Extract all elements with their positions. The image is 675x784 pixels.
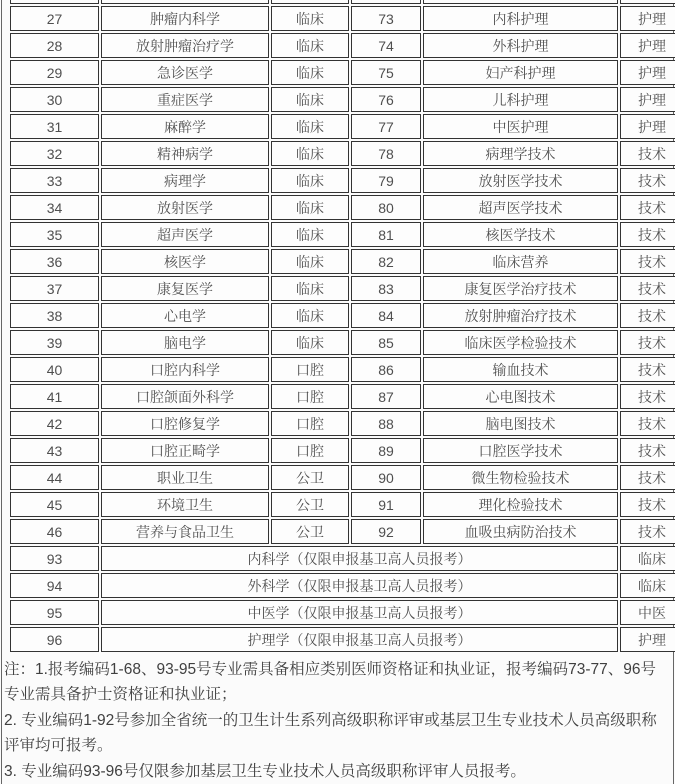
table-row — [10, 195, 675, 220]
left-specialty-cell: 麻醉学 — [101, 114, 269, 139]
right-category-cell: 护理 — [620, 114, 675, 139]
left-category-cell: 口腔 — [271, 438, 349, 463]
left-specialty-cell: 肿瘤内科学 — [101, 6, 269, 31]
left-specialty-cell: 重症医学 — [101, 87, 269, 112]
left-category-cell: 临床 — [271, 60, 349, 85]
left-specialty-cell: 病理学 — [101, 168, 269, 193]
right-category-cell: 技术 — [620, 141, 675, 166]
right-category-cell: 临床 — [620, 546, 675, 571]
table-row — [10, 411, 675, 436]
left-category-cell: 临床 — [271, 222, 349, 247]
table-row — [10, 141, 675, 166]
table-row — [10, 114, 675, 139]
left-category-cell: 口腔 — [271, 411, 349, 436]
right-specialty-cell: 内科护理 — [423, 6, 618, 31]
left-category-cell: 公卫 — [271, 465, 349, 490]
right-specialty-cell: 脑电图技术 — [423, 411, 618, 436]
right-code-cell: 87 — [351, 384, 421, 409]
right-category-cell: 技术 — [620, 222, 675, 247]
table-row — [10, 303, 675, 328]
empty-cell — [271, 0, 349, 4]
empty-cell — [620, 0, 675, 4]
left-code-cell: 42 — [10, 411, 99, 436]
left-code-cell: 40 — [10, 357, 99, 382]
table-row — [10, 438, 675, 463]
empty-cell — [101, 0, 269, 4]
merged-table-row — [10, 627, 675, 652]
right-code-cell: 81 — [351, 222, 421, 247]
right-code-cell: 84 — [351, 303, 421, 328]
left-category-cell: 临床 — [271, 330, 349, 355]
table-clip-region — [8, 0, 675, 654]
specialty-code-table — [8, 0, 675, 654]
right-specialty-cell: 放射肿瘤治疗技术 — [423, 303, 618, 328]
left-specialty-cell: 放射医学 — [101, 195, 269, 220]
table-row — [10, 384, 675, 409]
left-specialty-cell: 环境卫生 — [101, 492, 269, 517]
right-specialty-cell: 超声医学技术 — [423, 195, 618, 220]
right-category-cell: 护理 — [620, 6, 675, 31]
right-code-cell: 76 — [351, 87, 421, 112]
left-code-cell: 37 — [10, 276, 99, 301]
table-row — [10, 222, 675, 247]
left-specialty-cell: 放射肿瘤治疗学 — [101, 33, 269, 58]
left-code-cell: 30 — [10, 87, 99, 112]
right-category-cell: 中医 — [620, 600, 675, 625]
left-specialty-cell: 康复医学 — [101, 276, 269, 301]
merged-table-row — [10, 573, 675, 598]
left-code-cell: 46 — [10, 519, 99, 544]
left-code-cell: 44 — [10, 465, 99, 490]
right-category-cell: 技术 — [620, 519, 675, 544]
note-1: 注：1.报考编码1-68、93-95号专业需具备相应类别医师资格证和执业证，报考编码73-77、96号专业需具备护士资格证和执业证； — [4, 661, 656, 703]
left-code-cell: 29 — [10, 60, 99, 85]
right-category-cell: 技术 — [620, 492, 675, 517]
right-code-cell: 78 — [351, 141, 421, 166]
right-specialty-cell: 心电图技术 — [423, 384, 618, 409]
merged-table-row — [10, 546, 675, 571]
right-code-cell: 73 — [351, 6, 421, 31]
left-code-cell: 39 — [10, 330, 99, 355]
empty-cell — [423, 0, 618, 4]
left-category-cell: 口腔 — [271, 357, 349, 382]
right-specialty-cell: 康复医学治疗技术 — [423, 276, 618, 301]
merged-specialty-cell: 中医学（仅限申报基卫高人员报考） — [101, 600, 618, 625]
right-category-cell: 技术 — [620, 330, 675, 355]
right-code-cell: 92 — [351, 519, 421, 544]
left-category-cell: 口腔 — [271, 384, 349, 409]
right-category-cell: 技术 — [620, 357, 675, 382]
right-code-cell: 82 — [351, 249, 421, 274]
table-row — [10, 519, 675, 544]
right-specialty-cell: 微生物检验技术 — [423, 465, 618, 490]
left-code-cell: 32 — [10, 141, 99, 166]
right-specialty-cell: 放射医学技术 — [423, 168, 618, 193]
left-code-cell: 28 — [10, 33, 99, 58]
left-specialty-cell: 口腔正畸学 — [101, 438, 269, 463]
left-category-cell: 临床 — [271, 33, 349, 58]
table-row — [10, 60, 675, 85]
right-code-cell: 90 — [351, 465, 421, 490]
right-code-cell: 86 — [351, 357, 421, 382]
right-specialty-cell: 血吸虫病防治技术 — [423, 519, 618, 544]
left-code-cell: 38 — [10, 303, 99, 328]
left-code-cell: 45 — [10, 492, 99, 517]
left-specialty-cell: 口腔内科学 — [101, 357, 269, 382]
table-row — [10, 276, 675, 301]
right-category-cell: 技术 — [620, 168, 675, 193]
right-code-cell: 85 — [351, 330, 421, 355]
left-code-cell: 31 — [10, 114, 99, 139]
right-specialty-cell: 理化检验技术 — [423, 492, 618, 517]
left-code-cell: 96 — [10, 627, 99, 652]
left-code-cell: 35 — [10, 222, 99, 247]
page-frame — [1, 0, 674, 784]
left-category-cell: 临床 — [271, 6, 349, 31]
right-category-cell: 技术 — [620, 276, 675, 301]
left-code-cell: 34 — [10, 195, 99, 220]
right-category-cell: 护理 — [620, 60, 675, 85]
merged-specialty-cell: 护理学（仅限申报基卫高人员报考） — [101, 627, 618, 652]
left-specialty-cell: 急诊医学 — [101, 60, 269, 85]
table-row — [10, 357, 675, 382]
right-category-cell: 技术 — [620, 465, 675, 490]
right-code-cell: 75 — [351, 60, 421, 85]
footnotes — [2, 657, 673, 784]
right-specialty-cell: 临床营养 — [423, 249, 618, 274]
right-category-cell: 技术 — [620, 411, 675, 436]
left-code-cell: 94 — [10, 573, 99, 598]
right-category-cell: 技术 — [620, 438, 675, 463]
left-category-cell: 临床 — [271, 168, 349, 193]
right-code-cell: 77 — [351, 114, 421, 139]
left-specialty-cell: 核医学 — [101, 249, 269, 274]
left-specialty-cell: 营养与食品卫生 — [101, 519, 269, 544]
right-specialty-cell: 儿科护理 — [423, 87, 618, 112]
left-specialty-cell: 脑电学 — [101, 330, 269, 355]
right-code-cell: 83 — [351, 276, 421, 301]
left-category-cell: 临床 — [271, 249, 349, 274]
table-row — [10, 249, 675, 274]
right-specialty-cell: 妇产科护理 — [423, 60, 618, 85]
right-category-cell: 技术 — [620, 195, 675, 220]
right-code-cell: 74 — [351, 33, 421, 58]
table-row — [10, 168, 675, 193]
right-specialty-cell: 核医学技术 — [423, 222, 618, 247]
right-specialty-cell: 输血技术 — [423, 357, 618, 382]
left-specialty-cell: 精神病学 — [101, 141, 269, 166]
right-category-cell: 技术 — [620, 249, 675, 274]
right-specialty-cell: 中医护理 — [423, 114, 618, 139]
left-code-cell: 41 — [10, 384, 99, 409]
left-category-cell: 临床 — [271, 195, 349, 220]
empty-cell — [351, 0, 421, 4]
left-category-cell: 临床 — [271, 114, 349, 139]
right-category-cell: 临床 — [620, 573, 675, 598]
right-code-cell: 80 — [351, 195, 421, 220]
right-category-cell: 护理 — [620, 87, 675, 112]
merged-specialty-cell: 外科学（仅限申报基卫高人员报考） — [101, 573, 618, 598]
right-category-cell: 护理 — [620, 33, 675, 58]
right-specialty-cell: 临床医学检验技术 — [423, 330, 618, 355]
right-category-cell: 技术 — [620, 384, 675, 409]
left-category-cell: 临床 — [271, 303, 349, 328]
left-code-cell: 33 — [10, 168, 99, 193]
right-specialty-cell: 外科护理 — [423, 33, 618, 58]
left-code-cell: 95 — [10, 600, 99, 625]
partial-top-row — [10, 0, 675, 4]
left-code-cell: 43 — [10, 438, 99, 463]
merged-table-row — [10, 600, 675, 625]
left-category-cell: 公卫 — [271, 492, 349, 517]
right-specialty-cell: 口腔医学技术 — [423, 438, 618, 463]
table-row — [10, 6, 675, 31]
table-row — [10, 492, 675, 517]
right-specialty-cell: 病理学技术 — [423, 141, 618, 166]
table-row — [10, 33, 675, 58]
left-category-cell: 临床 — [271, 141, 349, 166]
empty-cell — [10, 0, 99, 4]
right-code-cell: 91 — [351, 492, 421, 517]
merged-specialty-cell: 内科学（仅限申报基卫高人员报考） — [101, 546, 618, 571]
table-row — [10, 465, 675, 490]
right-category-cell: 技术 — [620, 303, 675, 328]
left-specialty-cell: 超声医学 — [101, 222, 269, 247]
right-code-cell: 89 — [351, 438, 421, 463]
left-specialty-cell: 心电学 — [101, 303, 269, 328]
right-code-cell: 79 — [351, 168, 421, 193]
left-specialty-cell: 职业卫生 — [101, 465, 269, 490]
left-category-cell: 临床 — [271, 276, 349, 301]
right-category-cell: 护理 — [620, 627, 675, 652]
left-category-cell: 公卫 — [271, 519, 349, 544]
left-code-cell: 27 — [10, 6, 99, 31]
note-2: 2. 专业编码1-92号参加全省统一的卫生计生系列高级职称评审或基层卫生专业技术人员高级职称评审均可报考。 — [4, 712, 657, 754]
left-code-cell: 36 — [10, 249, 99, 274]
left-specialty-cell: 口腔颌面外科学 — [101, 384, 269, 409]
left-specialty-cell: 口腔修复学 — [101, 411, 269, 436]
left-category-cell: 临床 — [271, 87, 349, 112]
specialty-table-body — [10, 0, 675, 652]
table-row — [10, 87, 675, 112]
left-code-cell: 93 — [10, 546, 99, 571]
note-3: 3. 专业编码93-96号仅限参加基层卫生专业技术人员高级职称评审人员报考。 — [4, 763, 526, 780]
table-row — [10, 330, 675, 355]
right-code-cell: 88 — [351, 411, 421, 436]
